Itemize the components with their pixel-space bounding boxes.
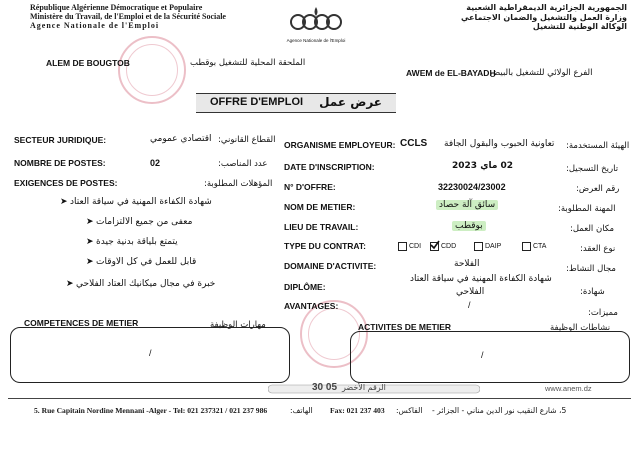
title-ar: عرض عمل bbox=[319, 95, 382, 109]
secteur-label: SECTEUR JURIDIQUE: bbox=[14, 135, 107, 145]
header-fr bbox=[30, 3, 226, 30]
diplome-label: DIPLÔME: bbox=[284, 282, 326, 292]
title-band bbox=[196, 93, 396, 113]
cdd-checkbox-checked[interactable] bbox=[430, 242, 439, 251]
metier-label: NOM DE METIER: bbox=[284, 202, 356, 212]
green-number-bar bbox=[268, 382, 480, 396]
agency-left-fr: ALEM DE BOUGTOB bbox=[46, 58, 130, 68]
organisme-label: ORGANISME EMPLOYEUR: bbox=[284, 140, 396, 150]
stamp-top-left bbox=[118, 36, 186, 104]
domaine-value: الفلاحة bbox=[454, 259, 480, 269]
contrat-label: TYPE DU CONTRAT: bbox=[284, 241, 367, 251]
diplome-value-1: شهادة الكفاءة المهنية في سياقة العتاد bbox=[410, 274, 552, 284]
organisme-value: تعاونية الحبوب والبقول الجافة bbox=[444, 139, 555, 149]
contrat-ar: نوع العقد: bbox=[580, 244, 616, 254]
footer-fax: Fax: 021 237 403 bbox=[330, 406, 385, 415]
cdi-checkbox[interactable] bbox=[398, 242, 407, 251]
competences-box bbox=[10, 327, 290, 383]
offre-value: 32230024/23002 bbox=[438, 182, 506, 192]
footer-divider bbox=[8, 398, 631, 399]
date-ar: تاريخ التسجيل: bbox=[566, 164, 619, 174]
website[interactable]: www.anem.dz bbox=[545, 384, 592, 393]
contrat-option-daip[interactable]: DAIP bbox=[474, 242, 501, 251]
exigence-item-2: ➤ معفى من جميع الالتزامات bbox=[86, 216, 193, 227]
secteur-value: اقتصادي عمومي bbox=[150, 134, 212, 144]
lieu-label: LIEU DE TRAVAIL: bbox=[284, 222, 359, 232]
activites-label: ACTIVITES DE METIER bbox=[358, 322, 452, 332]
avantages-ar: مميزات: bbox=[588, 308, 618, 318]
agency-left-ar: الملحقة المحلية للتشغيل بوقطب bbox=[190, 58, 306, 68]
anem-logo-icon bbox=[286, 4, 346, 34]
competences-ar: مهارات الوظيفة bbox=[210, 320, 266, 330]
postes-ar: عدد المناصب: bbox=[218, 159, 268, 169]
exigences-label: EXIGENCES DE POSTES: bbox=[14, 178, 118, 188]
header-fr-line-1: République Algérienne Démocratique et Populaire bbox=[30, 3, 203, 12]
lieu-value: بوقطب bbox=[452, 221, 486, 231]
competences-label: COMPETENCES DE METIER bbox=[24, 318, 139, 328]
date-value: 02 ماي 2023 bbox=[452, 161, 514, 171]
organisme-ar: الهيئة المستخدمة: bbox=[566, 141, 630, 151]
postes-value: 02 bbox=[150, 158, 161, 168]
green-number-digits: 30 05 bbox=[312, 382, 338, 393]
anem-logo bbox=[286, 4, 346, 44]
domaine-label: DOMAINE D'ACTIVITE: bbox=[284, 261, 377, 271]
avantages-value: / bbox=[468, 300, 471, 310]
metier-ar: المهنة المطلوبة: bbox=[558, 204, 616, 214]
green-number-ar: الرقم الأخضر bbox=[342, 383, 386, 392]
agency-right-ar: الفرع الولائي للتشغيل بالبيض bbox=[490, 68, 593, 78]
header-ar-line-3: الوكالة الوطنية للتشغيل bbox=[532, 22, 627, 31]
logo-caption: Agence Nationale de l'Emploi bbox=[286, 38, 346, 43]
header-ar-line-2: وزارة العمل والتشغيل والضمان الاجتماعي bbox=[460, 12, 627, 22]
activites-ar: نشاطات الوظيفة bbox=[550, 323, 611, 333]
footer-fax-ar: الفاكس: bbox=[396, 406, 423, 415]
contrat-option-cdd[interactable]: CDD bbox=[430, 242, 456, 251]
exigence-item-1: ➤ شهادة الكفاءة المهنية في سياقة العتاد bbox=[60, 196, 212, 207]
organisme-code: CCLS bbox=[400, 138, 428, 149]
exigence-item-4: ➤ قابل للعمل في كل الاوقات bbox=[86, 256, 197, 267]
lieu-ar: مكان العمل: bbox=[570, 224, 615, 234]
exigence-item-5: ➤ خبرة في مجال ميكانيك العتاد الفلاحي bbox=[66, 278, 216, 289]
header-fr-line-2: Ministère du Travail, de l'Emploi et de la Sécurité Sociale bbox=[30, 12, 226, 21]
cta-checkbox[interactable] bbox=[522, 242, 531, 251]
title-fr: OFFRE D'EMPLOI bbox=[210, 96, 304, 108]
contrat-option-cta[interactable]: CTA bbox=[522, 242, 546, 251]
date-label: DATE D'INSCRIPTION: bbox=[284, 162, 375, 172]
agency-right-fr: AWEM de EL-BAYADH bbox=[406, 68, 496, 78]
header-fr-line-3: Agence Nationale de l'Emploi bbox=[30, 21, 160, 30]
header-ar bbox=[461, 3, 627, 32]
metier-value: سائق آلة حصاد bbox=[436, 200, 498, 210]
contrat-option-cdi[interactable]: CDI bbox=[398, 242, 421, 251]
secteur-ar: القطاع القانوني: bbox=[218, 135, 276, 145]
domaine-ar: مجال النشاط: bbox=[566, 264, 616, 274]
header-ar-line-1: الجمهورية الجزائرية الديمقراطية الشعبية bbox=[466, 3, 627, 12]
checkmark-icon bbox=[430, 240, 440, 250]
footer-tel-ar: الهاتف: bbox=[290, 406, 313, 415]
avantages-label: AVANTAGES: bbox=[284, 301, 339, 311]
exigence-item-3: ➤ يتمتع بلياقة بدنية جيدة bbox=[86, 236, 178, 247]
activites-box bbox=[350, 331, 630, 383]
exigences-ar: المؤهلات المطلوبة: bbox=[204, 179, 273, 189]
offre-label: N° D'OFFRE: bbox=[284, 182, 336, 192]
activites-value: / bbox=[481, 350, 484, 360]
footer-fr: 5. Rue Capitain Nordine Mennani -Alger - Tel: 021 237321 / 021 237 986 bbox=[34, 406, 268, 415]
offre-ar: رقم العرض: bbox=[576, 184, 620, 194]
diplome-value-2: الفلاحي bbox=[456, 287, 485, 297]
footer-addr-ar: 5، شارع النقيب نور الدين مناني - الجزائر - bbox=[432, 406, 567, 415]
diplome-ar: شهادة: bbox=[580, 287, 605, 297]
competences-value: / bbox=[149, 348, 152, 358]
daip-checkbox[interactable] bbox=[474, 242, 483, 251]
postes-label: NOMBRE DE POSTES: bbox=[14, 158, 106, 168]
